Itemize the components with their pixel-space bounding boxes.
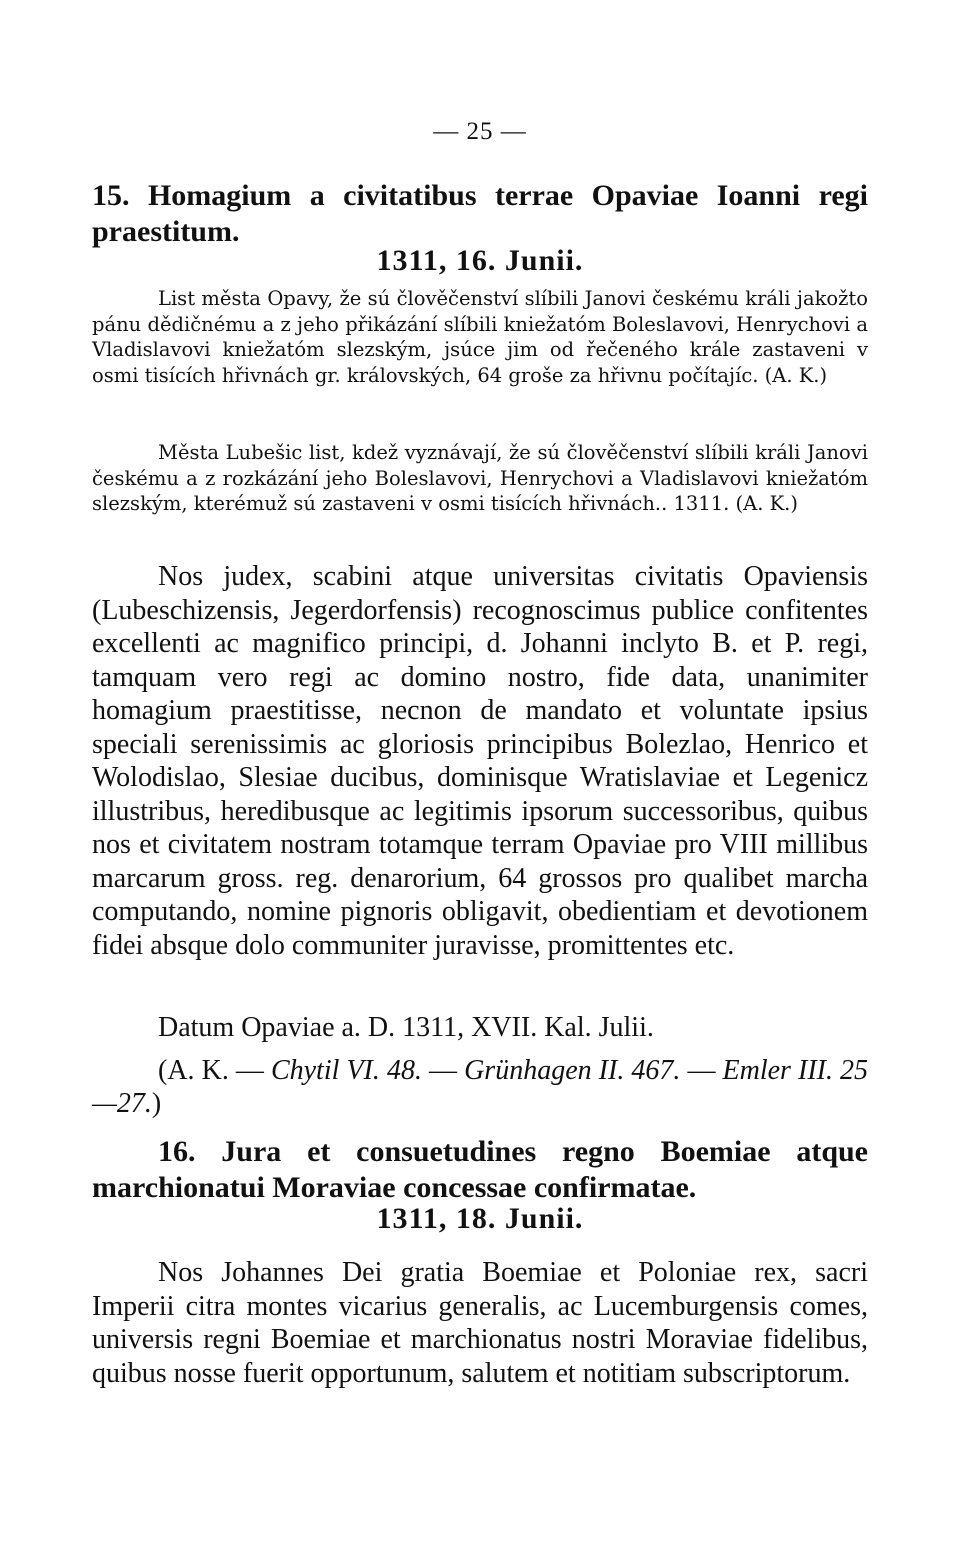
czech-regest-2 xyxy=(92,440,868,517)
document-16-body xyxy=(92,1256,868,1390)
document-15-date: 1311, 16. Junii. xyxy=(376,244,584,277)
ref-close: ) xyxy=(151,1088,162,1119)
document-15-datum: Datum Opaviae a. D. 1311, XVII. Kal. Julii. xyxy=(158,1012,654,1043)
document-16-title-text: 16. Jura et consuetudines regno Boemiae atque marchionatui Moraviae concessae confirmatae. xyxy=(92,1135,868,1204)
document-16-title xyxy=(92,1134,868,1206)
czech-regest-1 xyxy=(92,286,868,388)
ref-grunhagen: Grünhagen II. 467. xyxy=(464,1055,681,1086)
ref-emler: Emler III. 25—27. xyxy=(92,1055,869,1119)
document-15-references xyxy=(92,1054,868,1120)
document-15-body xyxy=(92,560,868,962)
ref-chytil: Chytil VI. 48. xyxy=(270,1055,422,1086)
document-16-body-text: Nos Johannes Dei gratia Boemiae et Poloniae rex, sacri Imperii citra montes vicarius generalis, ac Lucemburgensis comes, universis regni Boemiae et marchionatus nostri Moraviae fidelibus, quibus nosse fuerit opportunum, salutem et notitiam subscriptorum. xyxy=(92,1257,868,1389)
ref-dash: — xyxy=(687,1055,716,1086)
czech-regest-2-text: Města Lubešic list, kdež vyznávají, že sú člověčenství slíbili králi Janovi českému a z rozkázání jeho Boleslavovi, Henrychovi a Vladislavovi kniežatóm slezským, kterémuž sú zastaveni v osmi tisících hřivnách.. 1311. (A. K.) xyxy=(92,441,868,515)
page-number: — 25 — xyxy=(433,118,527,145)
document-15-title: 15. Homagium a civitatibus terrae Opaviae Ioanni regi praestitum. xyxy=(92,179,868,248)
document-15-body-text: Nos judex, scabini atque universitas civitatis Opaviensis (Lubeschizensis, Jegerdorfensis) recognoscimus publice confitentes excellenti ac magnifico principi, d. Johanni inclyto B. et P. regi, tamquam vero regi ac domino nostro, fide data, unanimiter homagium praestitisse, necnon de mandato et voluntate ipsius speciali serenissimis ac gloriosis principibus Bolezlao, Henrico et Wolodislao, Slesiae ducibus, dominisque Wratislaviae et Legenicz illustribus, heredibusque ac legitimis ipsorum successoribus, quibus nos et civitatem nostram totamque terram Opaviae pro VIII millibus marcarum gross. reg. denarorium, 64 grossos pro qualibet marcha computando, nomine pignoris obligavit, obedientiam et devotionem fidei absque dolo communiter juravisse, promittentes etc. xyxy=(92,561,868,961)
ref-dash: — xyxy=(429,1055,458,1086)
czech-regest-1-text: List města Opavy, že sú člověčenství slíbili Janovi českému králi jakožto pánu dědičnému a z jeho přikázání slíbili kniežatóm Boleslavovi, Henrychovi a Vladislavovi kniežatóm slezským, jsúce jim od řečeného krále zastaveni v osmi tisících hřivnách gr. královských, 64 groše za hřivnu počítajíc. (A. K.) xyxy=(92,287,868,387)
ref-archive: (A. K. — xyxy=(158,1055,264,1086)
document-16-date: 1311, 18. Junii. xyxy=(376,1202,584,1235)
